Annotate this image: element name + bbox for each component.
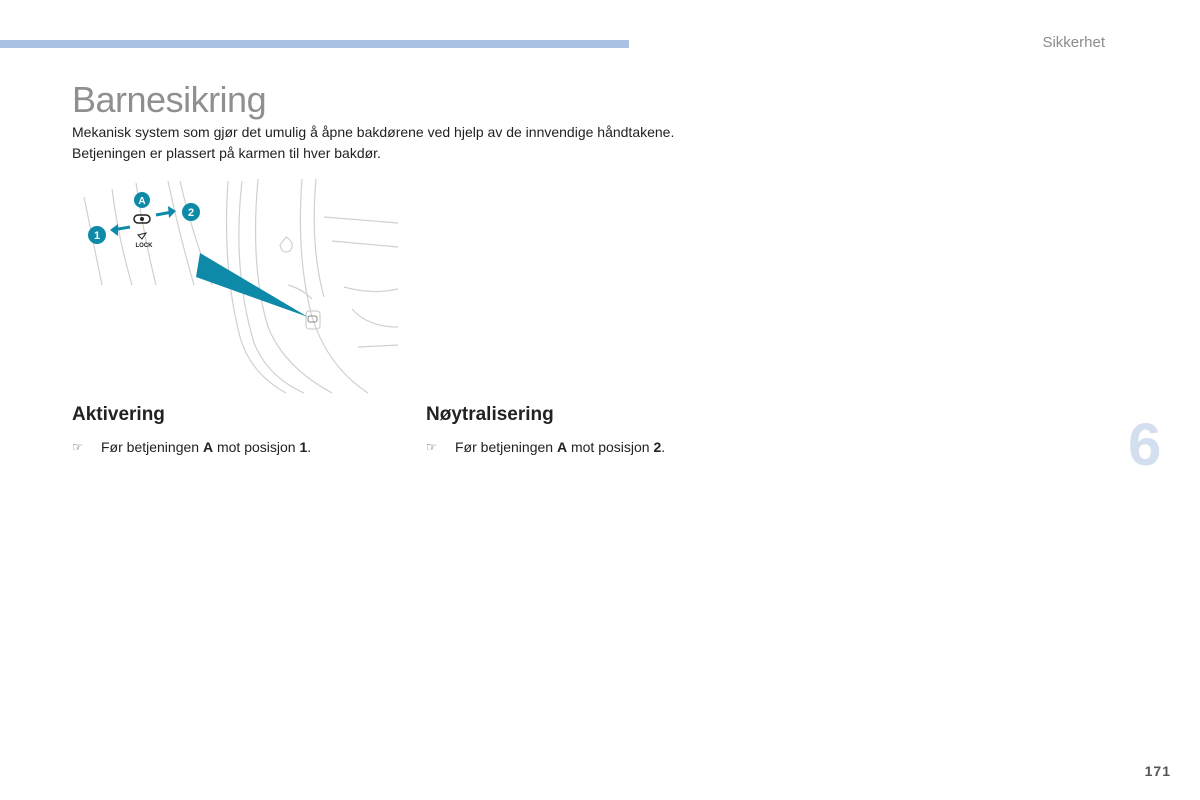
activation-step-pre: Før betjeningen	[101, 439, 203, 455]
activation-step-control: A	[202, 439, 214, 455]
activation-step-mid: mot posisjon	[213, 439, 300, 455]
label-2-text: 2	[187, 207, 195, 219]
deactivation-step-pre: Før betjeningen	[455, 439, 557, 455]
label-a-text: A	[138, 196, 146, 207]
pointer-wedge	[196, 253, 308, 317]
intro-line-1: Mekanisk system som gjør det umulig å åpne bakdørene ved hjelp av de innvendige håndtakene.	[72, 124, 675, 140]
activation-section	[72, 404, 402, 457]
hand-pointer-icon: ☞	[72, 440, 83, 454]
hand-pointer-icon: ☞	[426, 440, 437, 454]
chapter-number: 6	[1128, 411, 1162, 478]
header-accent-bar	[0, 40, 629, 48]
intro-line-2: Betjeningen er plassert på karmen til hver bakdør.	[72, 145, 381, 161]
lock-label: LOCK	[135, 243, 153, 249]
deactivation-step-end: .	[661, 439, 666, 455]
child-lock-illustration	[72, 177, 398, 395]
activation-heading: Aktivering	[72, 404, 165, 425]
label-1-text: 1	[93, 230, 101, 242]
intro-text	[72, 122, 792, 164]
page-title: Barnesikring	[72, 79, 267, 120]
deactivation-section	[426, 404, 756, 457]
deactivation-step	[426, 437, 756, 457]
activation-step	[72, 437, 402, 457]
activation-step-position: 1	[299, 439, 308, 455]
deactivation-step-control: A	[556, 439, 568, 455]
deactivation-step-mid: mot posisjon	[567, 439, 654, 455]
deactivation-step-position: 2	[653, 439, 662, 455]
activation-step-end: .	[307, 439, 312, 455]
deactivation-heading: Nøytralisering	[426, 404, 554, 425]
page-number: 171	[1144, 763, 1171, 779]
section-name: Sikkerhet	[1042, 34, 1105, 51]
